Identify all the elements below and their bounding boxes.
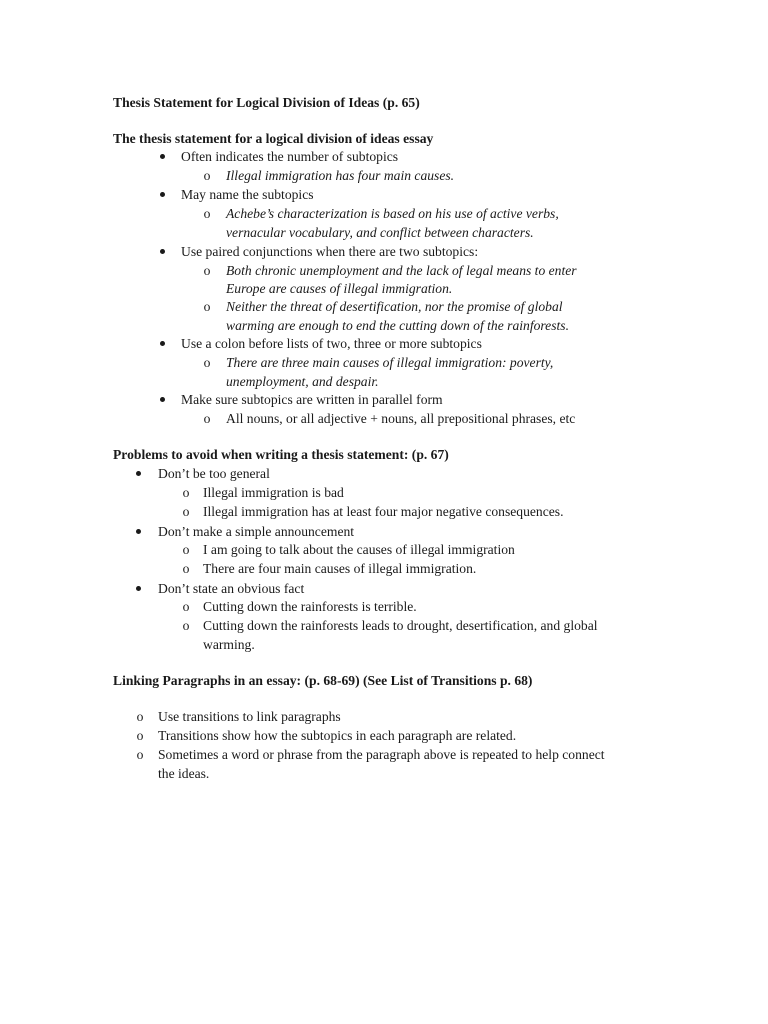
list-item: Sometimes a word or phrase from the paragraph above is repeated to help connect <box>158 747 605 762</box>
section-title-problems: Problems to avoid when writing a thesis statement: (p. 67) <box>113 447 449 462</box>
sub-bullet-icon: o <box>203 355 211 370</box>
sub-bullet-icon: o <box>182 542 190 557</box>
list-item: Use paired conjunctions when there are two subtopics: <box>181 244 479 259</box>
example-item: All nouns, or all adjective + nouns, all prepositional phrases, etc <box>226 411 576 426</box>
example-item-continued: warming. <box>203 637 255 652</box>
bullet-icon <box>160 397 165 402</box>
example-item-continued: vernacular vocabulary, and conflict between characters. <box>226 225 534 240</box>
list-item: May name the subtopics <box>181 187 314 202</box>
sub-bullet-icon: o <box>136 747 144 762</box>
bullet-icon <box>136 529 141 534</box>
example-item: I am going to talk about the causes of illegal immigration <box>203 542 515 557</box>
sub-bullet-icon: o <box>203 168 211 183</box>
list-item: Often indicates the number of subtopics <box>181 149 399 164</box>
example-item: Illegal immigration has four main causes. <box>226 168 455 183</box>
example-item-continued: warming are enough to end the cutting down of the rainforests. <box>226 318 569 333</box>
list-item: Make sure subtopics are written in parallel form <box>181 392 443 407</box>
list-item: Use a colon before lists of two, three or more subtopics <box>181 336 482 351</box>
sub-bullet-icon: o <box>182 599 190 614</box>
bullet-icon <box>160 192 165 197</box>
list-item: Use transitions to link paragraphs <box>158 709 341 724</box>
sub-bullet-icon: o <box>203 263 211 278</box>
list-item: Don’t make a simple announcement <box>158 524 355 539</box>
page-title: Thesis Statement for Logical Division of Ideas (p. 65) <box>113 95 420 110</box>
list-item-continued: the ideas. <box>158 766 210 781</box>
example-item: Illegal immigration has at least four major negative consequences. <box>203 504 564 519</box>
example-item: Cutting down the rainforests leads to drought, desertification, and global <box>203 618 598 633</box>
bullet-icon <box>136 586 141 591</box>
example-item: Illegal immigration is bad <box>203 485 344 500</box>
example-item: There are four main causes of illegal immigration. <box>203 561 477 576</box>
list-item: Transitions show how the subtopics in each paragraph are related. <box>158 728 517 743</box>
sub-bullet-icon: o <box>182 618 190 633</box>
list-item: Don’t state an obvious fact <box>158 581 305 596</box>
example-item: Achebe’s characterization is based on his use of active verbs, <box>226 206 559 221</box>
example-item-continued: Europe are causes of illegal immigration. <box>226 281 453 296</box>
bullet-icon <box>160 154 165 159</box>
sub-bullet-icon: o <box>182 504 190 519</box>
sub-bullet-icon: o <box>136 709 144 724</box>
sub-bullet-icon: o <box>136 728 144 743</box>
bullet-icon <box>136 471 141 476</box>
sub-bullet-icon: o <box>203 206 211 221</box>
sub-bullet-icon: o <box>182 485 190 500</box>
list-item: Don’t be too general <box>158 466 270 481</box>
example-item: Both chronic unemployment and the lack of legal means to enter <box>226 263 577 278</box>
example-item: Cutting down the rainforests is terrible. <box>203 599 417 614</box>
example-item: Neither the threat of desertification, nor the promise of global <box>226 299 563 314</box>
bullet-icon <box>160 341 165 346</box>
section-title-thesis-statement: The thesis statement for a logical division of ideas essay <box>113 131 434 146</box>
bullet-icon <box>160 249 165 254</box>
sub-bullet-icon: o <box>182 561 190 576</box>
example-item-continued: unemployment, and despair. <box>226 374 379 389</box>
example-item: There are three main causes of illegal immigration: poverty, <box>226 355 554 370</box>
sub-bullet-icon: o <box>203 299 211 314</box>
sub-bullet-icon: o <box>203 411 211 426</box>
section-title-linking-paragraphs: Linking Paragraphs in an essay: (p. 68-69) (See List of Transitions p. 68) <box>113 673 533 688</box>
